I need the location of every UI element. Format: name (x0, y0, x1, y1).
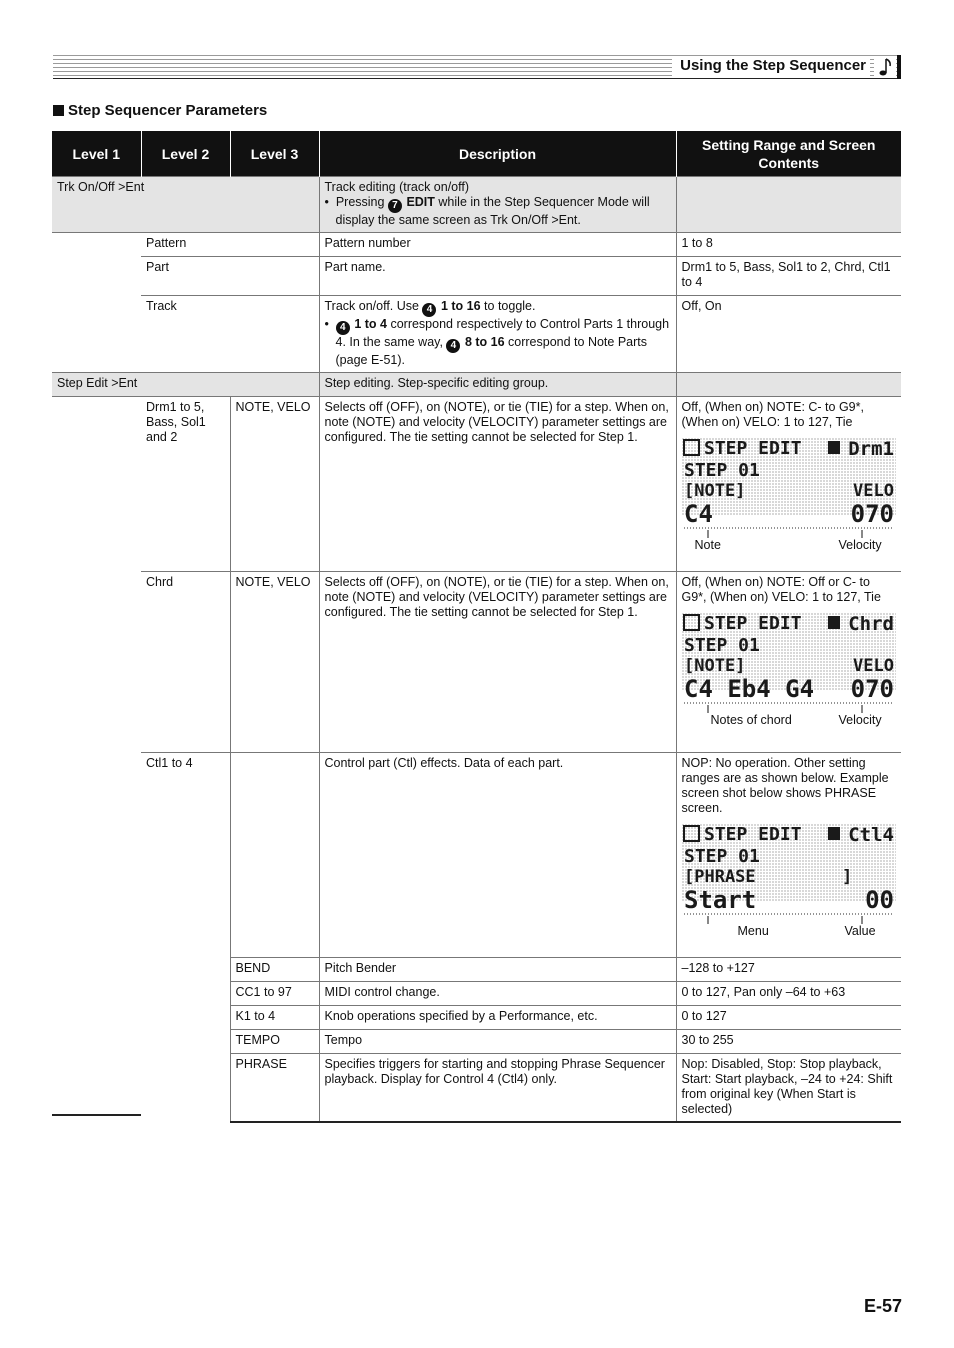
table-row (52, 296, 901, 373)
page-number: E-57 (864, 1296, 903, 1316)
range-cell: Nop: Disabled, Stop: Stop playback, Start: Start playback, –24 to +24: Shift from original key (When Start is selected) (676, 1054, 901, 1123)
range-cell: 1 to 8 (676, 233, 901, 257)
range-cell (676, 177, 901, 233)
table-header-row (52, 131, 901, 177)
lcd-line1-text: STEP EDIT (703, 824, 802, 845)
col-setting-range: Setting Range and Screen Contents (676, 131, 901, 177)
description-cell: Tempo (319, 1030, 676, 1054)
running-header: Using the Step Sequencer (672, 56, 870, 76)
level3-cell: TEMPO (230, 1030, 319, 1054)
range-cell: NOP: No operation. Other setting ranges are as shown below. Example screen shot below shows PHRASE screen. STEP EDIT Ctl4 STEP 01 [PHRASE ] Start 00 Menu Value (676, 753, 901, 958)
description-cell: Track on/off. Use 4 1 to 16 to toggle. • 4 1 to 4 correspond respectively to Control Parts 1 through 4. In the same way, 4 8 to 16 correspond to Note Parts (page E-51). (319, 296, 676, 373)
lcd-part-icon (828, 616, 840, 629)
lcd-callout-lines (682, 705, 896, 713)
description-cell: Specifies triggers for starting and stopping Phrase Sequencer playback. Display for Control 4 (Ctl4) only. (319, 1054, 676, 1123)
level3-cell: K1 to 4 (230, 1006, 319, 1030)
description-cell: Selects off (OFF), on (NOTE), or tie (TIE) for a step. When on, note (NOTE) and velocity (VELOCITY) parameter settings are configured. The tie setting cannot be selected for Step 1. (319, 572, 676, 753)
level3-cell (230, 753, 319, 958)
lcd-line1-text: STEP EDIT (703, 613, 802, 634)
square-bullet-icon (53, 105, 64, 116)
lcd-part-text: Chrd (847, 613, 894, 635)
range-cell: Off, (When on) NOTE: C- to G9*, (When on) VELO: 1 to 127, Tie STEP EDIT Drm1 STEP 01 [NOTE] VELO C4 070 Note Velocity (676, 397, 901, 572)
lcd-line2-text: STEP 01 (683, 846, 760, 867)
col-level3: Level 3 (230, 131, 319, 177)
description-cell: Part name. (319, 257, 676, 296)
lcd-screen (682, 824, 896, 924)
lcd-label-menu: Menu (737, 924, 769, 938)
level3-cell: NOTE, VELO (230, 397, 319, 572)
lcd-label-notes-of-chord: Notes of chord (710, 713, 792, 727)
lcd-line3a-text: [NOTE] (683, 656, 745, 676)
lcd-screen (682, 438, 896, 538)
button-number-icon: 4 (422, 303, 436, 317)
col-level1: Level 1 (52, 131, 141, 177)
lcd-line4b-text: 070 (850, 675, 894, 703)
range-cell: Off, (When on) NOTE: Off or C- to G9*, (When on) VELO: 1 to 127, Tie STEP EDIT Chrd STEP 01 [NOTE] VELO C4 Eb4 G4 070 Notes of chord Velocity (676, 572, 901, 753)
description-cell: Control part (Ctl) effects. Data of each part. (319, 753, 676, 958)
lcd-line2-text: STEP 01 (683, 460, 760, 481)
lcd-line3b-text: VELO (852, 656, 894, 676)
level3-cell: BEND (230, 958, 319, 982)
level3-cell: PHRASE (230, 1054, 319, 1123)
lcd-line4b-text: 00 (864, 886, 894, 914)
lcd-line1-text: STEP EDIT (703, 438, 802, 459)
level1-cell (52, 397, 141, 1123)
range-cell: Off, On (676, 296, 901, 373)
description-cell: Track editing (track on/off) • Pressing 7 EDIT while in the Step Sequencer Mode will display the same screen as Trk On/Off >Ent. (319, 177, 676, 233)
lcd-line3-bracket: ] (841, 867, 852, 887)
table-row (52, 177, 901, 233)
level2-cell: Ctl1 to 4 (141, 753, 230, 1123)
lcd-line3a-text: [NOTE] (683, 481, 745, 501)
button-number-icon: 4 (446, 339, 460, 353)
level2-cell: Drm1 to 5, Bass, Sol1 and 2 (141, 397, 230, 572)
level1-cell (52, 233, 141, 373)
level3-cell: CC1 to 97 (230, 982, 319, 1006)
range-cell: –128 to +127 (676, 958, 901, 982)
description-cell: Selects off (OFF), on (NOTE), or tie (TIE) for a step. When on, note (NOTE) and velocity (VELOCITY) parameter settings are configured. The tie setting cannot be selected for Step 1. (319, 397, 676, 572)
section-title: Step Sequencer Parameters (53, 101, 267, 121)
lcd-label-value: Value (844, 924, 876, 938)
description-cell: MIDI control change. (319, 982, 676, 1006)
table-bottom-rule (52, 1114, 141, 1116)
table-row (52, 233, 901, 257)
lcd-line3a-text: [PHRASE (683, 867, 756, 887)
range-cell: 0 to 127 (676, 1006, 901, 1030)
level2-cell: Chrd (141, 572, 230, 753)
lcd-line4a-text: Start (683, 886, 756, 914)
level2-cell: Track (141, 296, 319, 373)
col-level2: Level 2 (141, 131, 230, 177)
level1-cell: Step Edit >Ent (52, 373, 319, 397)
lcd-line4b-text: 070 (850, 500, 894, 528)
description-cell: Pattern number (319, 233, 676, 257)
lcd-part-text: Drm1 (847, 438, 894, 460)
parameters-table (52, 131, 901, 1123)
lcd-line4a-text: C4 Eb4 G4 (683, 675, 814, 703)
lcd-label-note: Note (694, 538, 721, 552)
table-row (52, 753, 901, 958)
lcd-screen (682, 613, 896, 713)
table-row (52, 397, 901, 572)
lcd-label-velocity: Velocity (838, 713, 882, 727)
level1-cell: Trk On/Off >Ent (52, 177, 319, 233)
description-cell: Knob operations specified by a Performance, etc. (319, 1006, 676, 1030)
lcd-line4a-text: C4 (683, 500, 713, 528)
col-description: Description (319, 131, 676, 177)
table-row (52, 257, 901, 296)
lcd-line3b-text: VELO (852, 481, 894, 501)
lcd-label-velocity: Velocity (838, 538, 882, 552)
lcd-part-text: Ctl4 (847, 824, 894, 846)
lcd-part-icon (828, 827, 840, 840)
range-cell: Drm1 to 5, Bass, Sol1 to 2, Chrd, Ctl1 to 4 (676, 257, 901, 296)
range-cell: 30 to 255 (676, 1030, 901, 1054)
button-number-icon: 7 (388, 199, 402, 213)
level3-cell: NOTE, VELO (230, 572, 319, 753)
music-note-icon (874, 56, 896, 78)
level2-cell: Pattern (141, 233, 319, 257)
button-number-icon: 4 (336, 321, 350, 335)
description-cell: Step editing. Step-specific editing group. (319, 373, 676, 397)
table-row (52, 373, 901, 397)
header-end-bar (897, 55, 901, 79)
description-cell: Pitch Bender (319, 958, 676, 982)
range-cell: 0 to 127, Pan only –64 to +63 (676, 982, 901, 1006)
range-cell (676, 373, 901, 397)
table-row (52, 572, 901, 753)
lcd-part-icon (828, 441, 840, 454)
level2-cell: Part (141, 257, 319, 296)
lcd-callout-lines (682, 530, 896, 538)
lcd-callout-lines (682, 916, 896, 924)
lcd-line2-text: STEP 01 (683, 635, 760, 656)
